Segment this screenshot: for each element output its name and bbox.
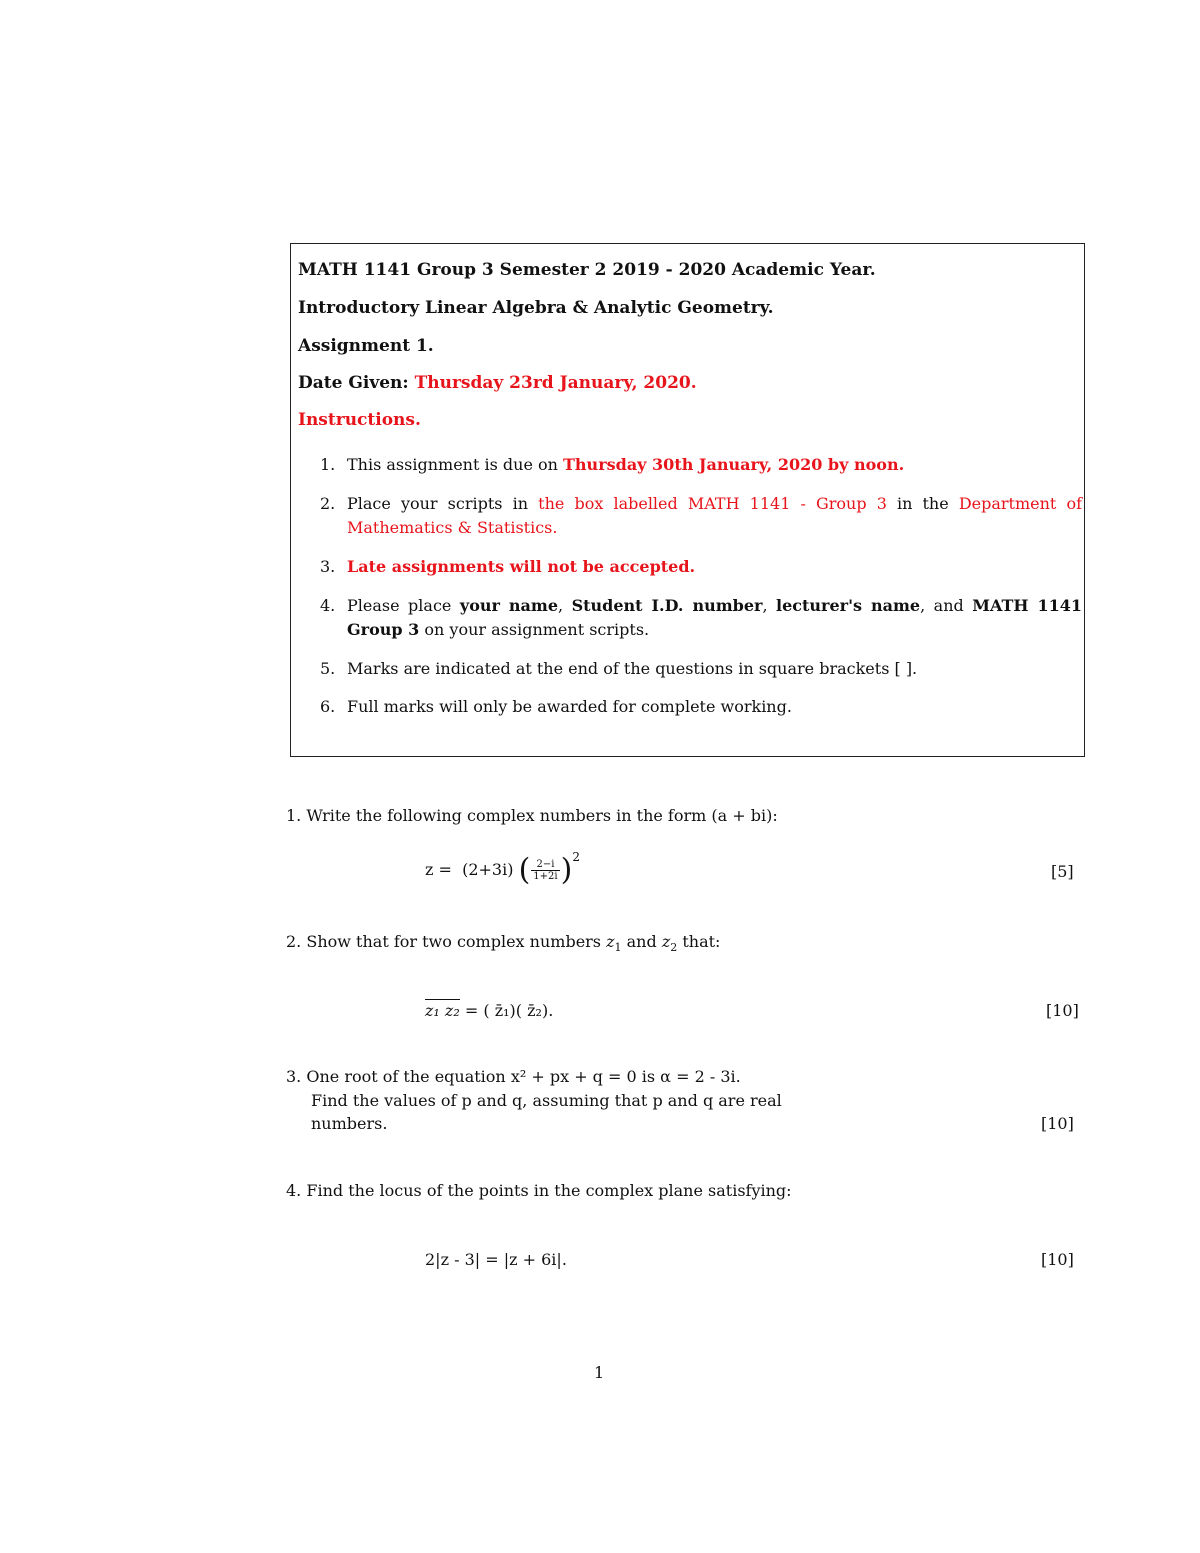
question-1: [286, 806, 778, 825]
instruction-item: 1. This assignment is due on Thursday 30th January, 2020 by noon.: [320, 455, 905, 474]
instruction-item: 2. Place your scripts in the box labelled MATH 1141 - Group 3 in the Department of Mathematics & Statistics.: [320, 494, 1083, 537]
question-number: 3.: [286, 1067, 302, 1086]
instruction-item: 4. Please place your name, Student I.D. number, lecturer's name, and MATH 1141 Group 3 on your assignment scripts.: [320, 596, 1083, 639]
question-3-marks: [10]: [1041, 1114, 1074, 1133]
question-2: 2. Show that for two complex numbers $z_1$ and $z_2$ that:: [286, 932, 721, 955]
question-3-line-3: numbers.: [311, 1114, 388, 1133]
question-2-marks: [10]: [1046, 1001, 1079, 1020]
question-4-equation: 2|z - 3| = |z + 6i|.: [425, 1250, 567, 1269]
date-given: [298, 373, 697, 393]
instruction-item: 5. Marks are indicated at the end of the questions in square brackets [ ].: [320, 659, 918, 678]
instruction-item: 6. Full marks will only be awarded for complete working.: [320, 697, 792, 716]
question-4: 4. Find the locus of the points in the complex plane satisfying:: [286, 1181, 792, 1200]
question-1-equation: z = (2+3i) ( $\frac{2-i}{1+2i}$ )$^2$: [425, 850, 580, 888]
fraction: $\frac{2-i}{1+2i}$: [533, 859, 558, 882]
question-2-equation: z₁ z₂ = ( z̄₁)( z̄₂).: [425, 1001, 554, 1020]
question-1-marks: [5]: [1051, 862, 1074, 881]
question-number: 1.: [286, 806, 302, 825]
date-label: Date Given:: [298, 373, 409, 393]
question-3-line-2: Find the values of p and q, assuming that p and q are real: [311, 1091, 782, 1110]
question-number: 4.: [286, 1181, 302, 1200]
question-number: 2.: [286, 932, 302, 951]
course-title: Introductory Linear Algebra & Analytic Geometry.: [298, 298, 774, 318]
assignment-number: Assignment 1.: [298, 336, 434, 356]
course-line: MATH 1141 Group 3 Semester 2 2019 - 2020 Academic Year.: [298, 260, 876, 280]
instructions-heading: Instructions.: [298, 410, 421, 430]
page-number: 1: [594, 1363, 605, 1382]
instruction-item: 3. Late assignments will not be accepted.: [320, 557, 696, 576]
question-text: Write the following complex numbers in the form (a + bi):: [306, 806, 778, 825]
question-4-marks: [10]: [1041, 1250, 1074, 1269]
question-3: 3. One root of the equation x² + px + q = 0 is α = 2 - 3i.: [286, 1067, 741, 1086]
date-value: Thursday 23rd January, 2020.: [414, 373, 697, 393]
